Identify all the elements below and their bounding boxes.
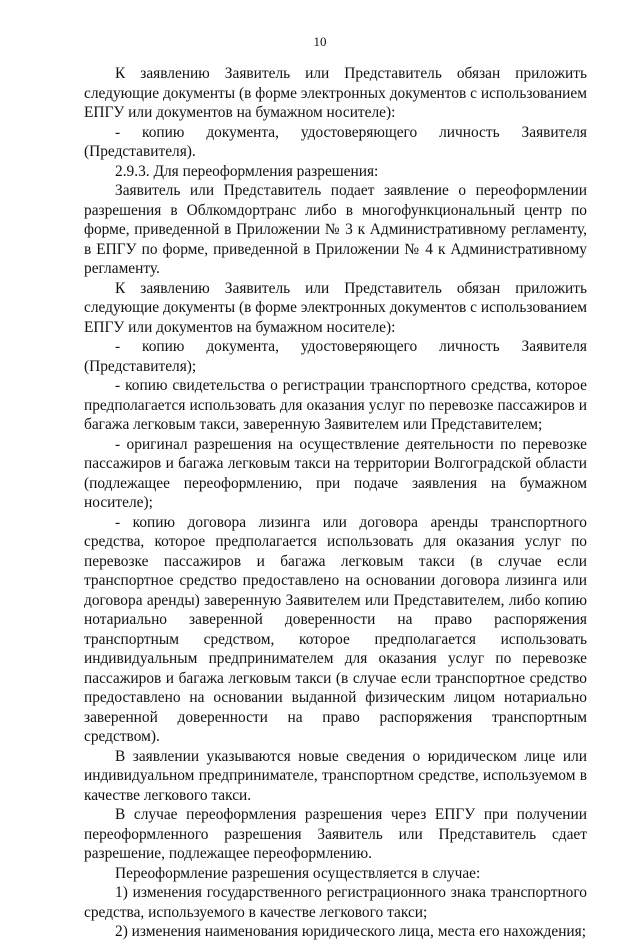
section-heading-2-9-3: 2.9.3. Для переоформления разрешения: [115,162,379,180]
list-item-original-permit: - оригинал разрешения на осуществление деятельности по перевозке пассажиров и багажа легковым такси на территории Волгоградской области (подлежащее переоформлению, при подаче заявления на бумажном носителе); [84,435,587,511]
paragraph-attach-documents-2: К заявлению Заявитель или Представитель обязан приложить следующие документы (в форме электронных документов с использованием ЕПГУ или документов на бумажном носителе): [84,279,587,336]
paragraph-reissue-cases: Переоформление разрешения осуществляется в случае: [115,864,481,882]
paragraph-epgu-reissue: В случае переоформления разрешения через ЕПГУ при получении переоформленного разрешения Заявитель или Представитель сдает разрешение, подлежащее переоформлению. [84,806,587,862]
paragraph-attach-documents-1: К заявлению Заявитель или Представитель обязан приложить следующие документы (в форме электронных документов с использованием ЕПГУ или документов на бумажном носителе): [84,65,587,121]
paragraph-reissue-application: Заявитель или Представитель подает заявление о переоформлении разрешения в Облкомдортранс либо в многофункциональный центр по форме, приведенной в Приложении № 3 к Административному регламенту, в ЕПГУ по форме, приведенной в Приложении № 4 к Административному регламенту. [84,182,587,277]
paragraph-new-information: В заявлении указываются новые сведения о юридическом лице или индивидуальном предпринимателе, транспортном средстве, используемом в качестве легкового такси. [84,747,587,804]
page-number: 10 [313,34,327,49]
list-item-vehicle-registration-copy: - копию свидетельства о регистрации транспортного средства, которое предполагается использовать для оказания услуг по перевозке пассажиров и багажа легковым такси, заверенную Заявителем или Представителем; [84,377,587,433]
document-body [84,64,587,942]
list-item-identity-copy-2: - копию документа, удостоверяющего личность Заявителя (Представителя); [84,338,587,375]
list-item-case-1: 1) изменения государственного регистрационного знака транспортного средства, используемого в качестве легкового такси; [84,884,587,921]
list-item-case-2: 2) изменения наименования юридического лица, места его нахождения; [115,923,587,940]
list-item-identity-copy-1: - копию документа, удостоверяющего личность Заявителя (Представителя). [84,123,587,160]
list-item-leasing-contract-copy: - копию договора лизинга или договора аренды транспортного средства, которое предполагается использовать для оказания услуг по перевозке пассажиров и багажа легковым такси (в случае если транспортное средство предоставлено на основании договора лизинга или договора аренды) заверенную Заявителем или Представителем, либо копию нотариально заверенной доверенности на право распоряжения транспортным средством, которое предполагается использовать индивидуальным предпринимателем для оказания услуг по перевозке пассажиров и багажа легковым такси (в случае если транспортное средство предоставлено на основании выданной физическим лицом нотариально заверенной доверенности на право распоряжения транспортным средством). [84,513,587,745]
